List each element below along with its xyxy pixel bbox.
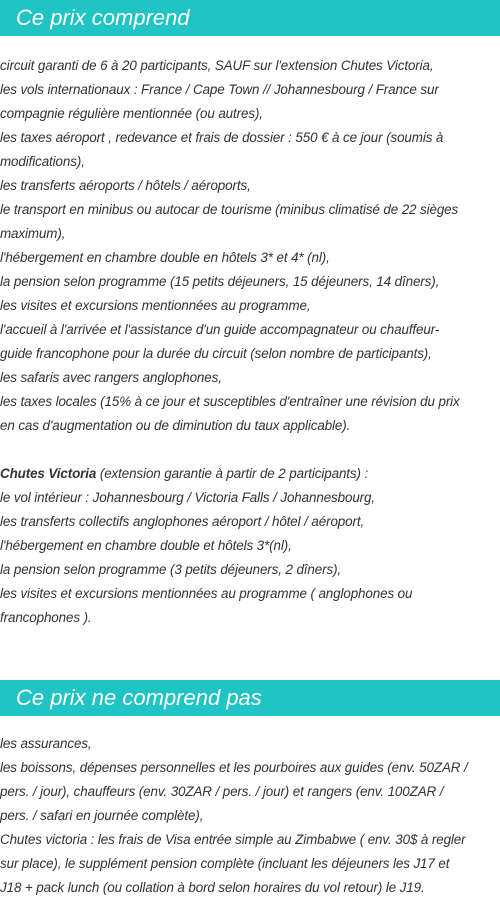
included-line: en cas d'augmentation ou de diminution du taux applicable). bbox=[0, 418, 351, 433]
victoria-list bbox=[0, 486, 500, 630]
victoria-line: les visites et excursions mentionnées au programme ( anglophones ou bbox=[0, 586, 413, 601]
not-included-line: J18 + pack lunch (ou collation à bord selon horaires du vol retour) le J19. bbox=[0, 880, 425, 895]
included-line: les safaris avec rangers anglophones, bbox=[0, 370, 222, 385]
victoria-line: les transferts collectifs anglophones aéroport / hôtel / aéroport, bbox=[0, 514, 365, 529]
included-line: les taxes aéroport , redevance et frais de dossier : 550 € à ce jour (soumis à bbox=[0, 130, 444, 145]
included-line: les vols internationaux : France / Cape Town // Johannesbourg / France sur bbox=[0, 82, 439, 97]
not-included-line: pers. / jour), chauffeurs (env. 30ZAR / pers. / jour) et rangers (env. 100ZAR / bbox=[0, 784, 444, 799]
included-line: les taxes locales (15% à ce jour et susceptibles d'entraîner une révision du prix bbox=[0, 394, 460, 409]
included-line: les transferts aéroports / hôtels / aéroports, bbox=[0, 178, 251, 193]
included-line: la pension selon programme (15 petits déjeuners, 15 déjeuners, 14 dîners), bbox=[0, 274, 440, 289]
included-line: maximum), bbox=[0, 226, 66, 241]
not-included-line: pers. / safari en journée complète), bbox=[0, 808, 204, 823]
included-line: guide francophone pour la durée du circuit (selon nombre de participants), bbox=[0, 346, 432, 361]
included-list bbox=[0, 54, 500, 438]
not-included-line: sur place), le supplément pension complète (incluant les déjeuners les J17 et bbox=[0, 856, 450, 871]
included-line: modifications), bbox=[0, 154, 85, 169]
not-included-line: Chutes victoria : les frais de Visa entrée simple au Zimbabwe ( env. 30$ à regler bbox=[0, 832, 466, 847]
victoria-line: la pension selon programme (3 petits déjeuners, 2 dîners), bbox=[0, 562, 342, 577]
victoria-heading-note: (extension garantie à partir de 2 participants) : bbox=[96, 466, 369, 481]
victoria-heading-line bbox=[0, 462, 500, 486]
victoria-extension bbox=[0, 462, 500, 630]
victoria-line: le vol intérieur : Johannesbourg / Victoria Falls / Johannesbourg, bbox=[0, 490, 376, 505]
section-header-included bbox=[0, 0, 500, 36]
victoria-line: francophones ). bbox=[0, 610, 92, 625]
section-title-included: Ce prix comprend bbox=[16, 5, 190, 30]
included-line: le transport en minibus ou autocar de tourisme (minibus climatisé de 22 sièges bbox=[0, 202, 459, 217]
included-line: l'hébergement en chambre double en hôtels 3* et 4* (nl), bbox=[0, 250, 330, 265]
included-line: compagnie régulière mentionnée (ou autres), bbox=[0, 106, 263, 121]
not-included-line: les boissons, dépenses personnelles et les pourboires aux guides (env. 50ZAR / bbox=[0, 760, 468, 775]
section-header-not-included bbox=[0, 680, 500, 716]
included-line: l'accueil à l'arrivée et l'assistance d'un guide accompagnateur ou chauffeur- bbox=[0, 322, 440, 337]
victoria-heading: Chutes Victoria bbox=[0, 466, 97, 481]
included-line: les visites et excursions mentionnées au programme, bbox=[0, 298, 311, 313]
not-included-line: les assurances, bbox=[0, 736, 92, 751]
included-line: circuit garanti de 6 à 20 participants, SAUF sur l'extension Chutes Victoria, bbox=[0, 58, 434, 73]
victoria-line: l'hébergement en chambre double et hôtels 3*(nl), bbox=[0, 538, 292, 553]
section-title-not-included: Ce prix ne comprend pas bbox=[16, 685, 262, 710]
not-included-list bbox=[0, 732, 500, 900]
